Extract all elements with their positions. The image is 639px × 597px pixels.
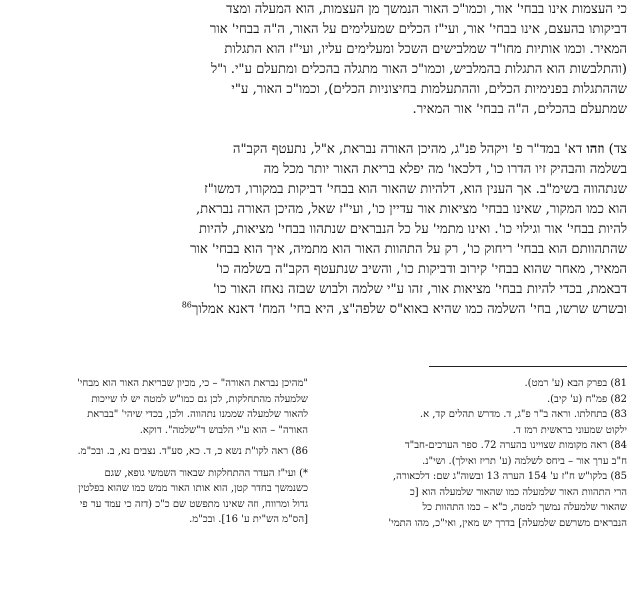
paragraph-continuation <box>12 0 627 120</box>
footnote-83: 83) בתחלתו. וראה ב"ר פ"ג, ד. מדרש תהלים קד, א. <box>419 409 627 420</box>
footnote-marker: 86 <box>181 300 192 310</box>
footnote-82: 82) פמ"ח (ע' קיב). <box>546 393 627 405</box>
text-line: בשלמה והבהיק זיו הדרו כו', דלכאו' מה יפלא בריאת האור יותר מכל מה <box>263 162 627 177</box>
footnotes-right-column <box>327 376 627 531</box>
footnote-84-cont: ח"ב ערך אור – ביחס לשלמה (ע' תריז ואילך). ושי"נ. <box>422 455 627 467</box>
footnote-83-cont: ילקוט שמעוני בראשית רמז ד. <box>512 424 627 436</box>
text-line: דביקותו בהעצם, אינו בבחי' אור, ועי"ז הכלים שמעלימים על האור, ה"ה בבחי' אור <box>209 22 627 37</box>
footnote-85-cont: הרי התהוות האור שלמעלה כמו שהאור שלמעלה הוא [כ <box>409 486 627 498</box>
footnote-84: 84) ראה מקומות שצויינו בהערה 72. ספר הערכים-חב"ד <box>404 440 627 451</box>
paragraph-section-tzadi <box>12 140 627 320</box>
footnote-85-cont: להאור שלמעלה שממנו נתהווה. ולכן, בכדי שיהי' "בבראת <box>87 409 308 420</box>
footnote-85-cont: שלמעלה מהתחלקות, לכן גם כמו"ש למטה יש לו שייכות <box>91 393 308 405</box>
footnote-85-cont: "מהיכן נבראת האורה" – כי, מכיון שבריאת האור הוא מבחי' <box>77 378 308 389</box>
text-line: שהתהוותם הוא בבחי' ריחוק כו', רק על התהוות האור הוא מתמיה, איך הוא בבחי' אור <box>190 242 627 257</box>
footnote-85-cont: הנבראים משרשם שלמעלה] בדרך יש מאין, ואי"כ, מהו התמי' <box>388 517 627 529</box>
section-number: צד) <box>608 142 627 157</box>
text-line: שמתעלם בהכלים, ה"ה בבחי' אור המאיר. <box>412 102 627 117</box>
footnote-star-cont: כשנמשך בחדר קטן, הוא אותו האור ממש כמו שהוא בפלטין <box>78 483 308 494</box>
text-line: להיות בבחי' אור וגילוי כו'. ואינו מתמי' על כל הנבראים שנתהוו בבחי' מציאות, להיות <box>199 222 627 237</box>
footnote-divider <box>429 366 627 367</box>
footnote-85-cont: האורה" – הוא ע"י הלבוש ד"שלמה". דוקא. <box>139 424 308 436</box>
footnote-86: 86) ראה לקו"ת נשא כ, ד. כא, סע"ד. נצבים נא, ב. ובכ"מ. <box>77 446 308 457</box>
text-line: דבאמת, בכדי להיות בבחי' מציאות אור, זהו ע"י שלמה ולבוש שבזה נאחז האור כו' <box>212 282 627 297</box>
footnote-85: 85) בלקו"ש ח"ז ע' 154 הערה 13 ובשוה"ג שם: דלכאורה, <box>392 471 627 482</box>
footnote-85-cont: שהאור שלמעלה נמשך למטה, כ"א – כמו התהוות כל <box>422 502 627 513</box>
text-line <box>12 300 627 320</box>
text-line: הוא כמו המקור, שאינו בבחי' מציאות אור עדיין כו', ועי"ז שאל, מהיכן האורה נבראת, <box>195 202 627 217</box>
text-line: שההתגלות בפנימיות הכלים, וההתעלמות בחיצוניות הכלים), וכמו"כ האור, ע"י <box>231 82 627 97</box>
text-segment: ובשרש שרשו, בחי' השלמה כמו שהיא באוא"ס שלפה"צ, היא בחי' המח' דאנא אמלוך <box>191 302 627 317</box>
footnote-star: *) ועי"ז העדר ההתחלקות שבאור השמשי גופא, שגם <box>104 467 308 479</box>
text-line: המאיר, מאחר שהוא בבחי' קירוב ודביקות כו', והשיב שנתעטף הקב"ה בשלמה כו' <box>215 262 627 277</box>
footnote-star-cont: [הס"מ הש"ית ע' 16]. ובכ"מ. <box>189 514 308 525</box>
footnotes-left-column <box>12 376 308 528</box>
text-line: המאיר. וכמו אותיות מחו"ד שמלבישים השכל ומעלימים עליו, ועי"ז הוא התגלות <box>224 42 627 57</box>
text-line: שנתהווה בשימ"ב. אך הענין הוא, דלהיות שהאור הוא בבחי' דביקות במקורו, דמשו"ז <box>204 182 627 197</box>
text-line: כי העצמות אינו בבחי' אור, וכמו"כ האור הנמשך מן העצמות, הוא המעלה ומצד <box>226 2 627 17</box>
text-line: (והתלבשות הוא התגלות בהמלביש, וכמו"כ האור מתגלה בהכלים ומתעלם ע"י. ו"ל <box>210 62 627 77</box>
footnote-star-cont: גדול ומרווח, וזה שאינו מתפשט שם כ"כ (דזה כי עמד ער פי <box>79 498 308 510</box>
section-opening-word: וזהו <box>586 142 605 157</box>
text-line <box>12 140 627 160</box>
text-segment: דא' במד"ר פ' ויקהל פנ"ג, מהיכן האורה נבראת, א"ל, נתעטף הקב"ה <box>232 142 583 157</box>
footnote-81: 81) בפרק הבא (ע' רמט). <box>524 378 627 389</box>
main-text-block <box>12 0 627 320</box>
